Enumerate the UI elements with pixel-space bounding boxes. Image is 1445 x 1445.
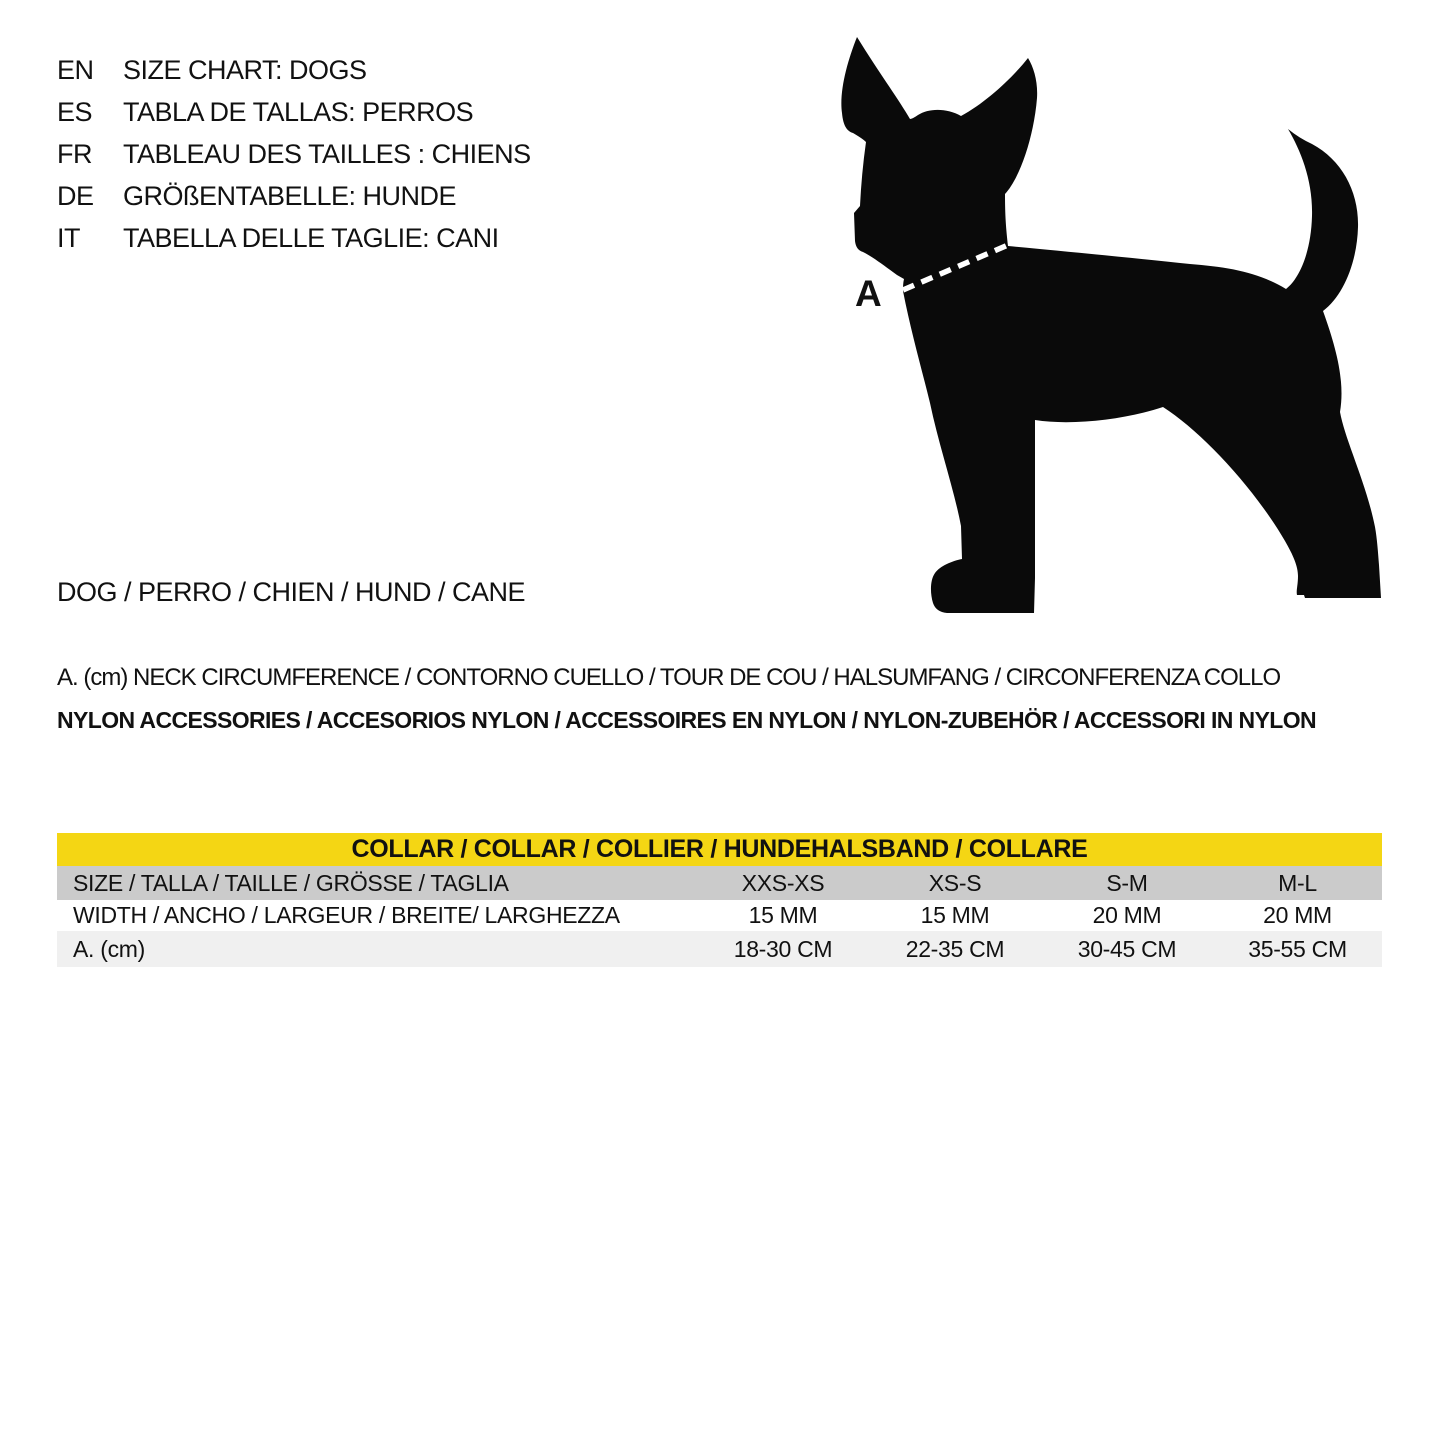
dog-silhouette-icon xyxy=(830,20,1400,620)
neck-measure-label: A xyxy=(855,273,882,314)
language-row xyxy=(57,133,531,175)
neck-value: 30-45 CM xyxy=(1077,935,1177,962)
width-value: 15 MM xyxy=(748,902,818,928)
language-code: EN xyxy=(57,55,94,85)
language-code: IT xyxy=(57,223,80,253)
language-row xyxy=(57,175,531,217)
width-value: 20 MM xyxy=(1092,902,1162,928)
language-code: FR xyxy=(57,139,92,169)
animal-label: DOG / PERRO / CHIEN / HUND / CANE xyxy=(57,577,526,607)
width-value: 15 MM xyxy=(920,902,990,928)
table-row-width xyxy=(57,900,1382,931)
width-value: 20 MM xyxy=(1263,902,1332,928)
size-value: M-L xyxy=(1278,869,1317,896)
neck-value: 22-35 CM xyxy=(905,935,1005,962)
language-code: DE xyxy=(57,181,94,211)
language-title: TABELLA DELLE TAGLIE: CANI xyxy=(123,223,499,253)
language-title: GRÖßENTABELLE: HUNDE xyxy=(123,181,457,211)
language-title: TABLEAU DES TAILLES : CHIENS xyxy=(123,139,531,169)
measurement-note: A. (cm) NECK CIRCUMFERENCE / CONTORNO CUELLO / TOUR DE COU / HALSUMFANG / CIRCONFERENZA COLLO xyxy=(57,664,1281,691)
table-title: COLLAR / COLLAR / COLLIER / HUNDEHALSBAND / COLLARE xyxy=(351,835,1088,863)
language-row xyxy=(57,49,531,91)
language-title-block xyxy=(57,49,531,259)
language-title: SIZE CHART: DOGS xyxy=(123,55,367,85)
neck-value: 18-30 CM xyxy=(733,935,833,962)
table-header-row xyxy=(57,833,1382,866)
language-title: TABLA DE TALLAS: PERROS xyxy=(123,97,474,127)
dog-body-shape xyxy=(841,37,1381,613)
language-row xyxy=(57,217,531,259)
neck-value: 35-55 CM xyxy=(1248,935,1347,962)
table-row-size xyxy=(57,866,1382,900)
collar-size-table xyxy=(57,833,1382,967)
language-row xyxy=(57,91,531,133)
table-row-neck-circumference xyxy=(57,931,1382,967)
size-value: XXS-XS xyxy=(741,869,825,896)
size-value: S-M xyxy=(1106,869,1148,896)
language-code: ES xyxy=(57,97,93,127)
row-label-width: WIDTH / ANCHO / LARGEUR / BREITE/ LARGHEZZA xyxy=(73,902,620,928)
row-label-neck-circumference: A. (cm) xyxy=(73,935,145,962)
row-label-size: SIZE / TALLA / TAILLE / GRÖSSE / TAGLIA xyxy=(73,869,509,896)
size-value: XS-S xyxy=(928,869,982,896)
material-note: NYLON ACCESSORIES / ACCESORIOS NYLON / ACCESSOIRES EN NYLON / NYLON-ZUBEHÖR / ACCESSORI IN NYLON xyxy=(57,707,1317,733)
